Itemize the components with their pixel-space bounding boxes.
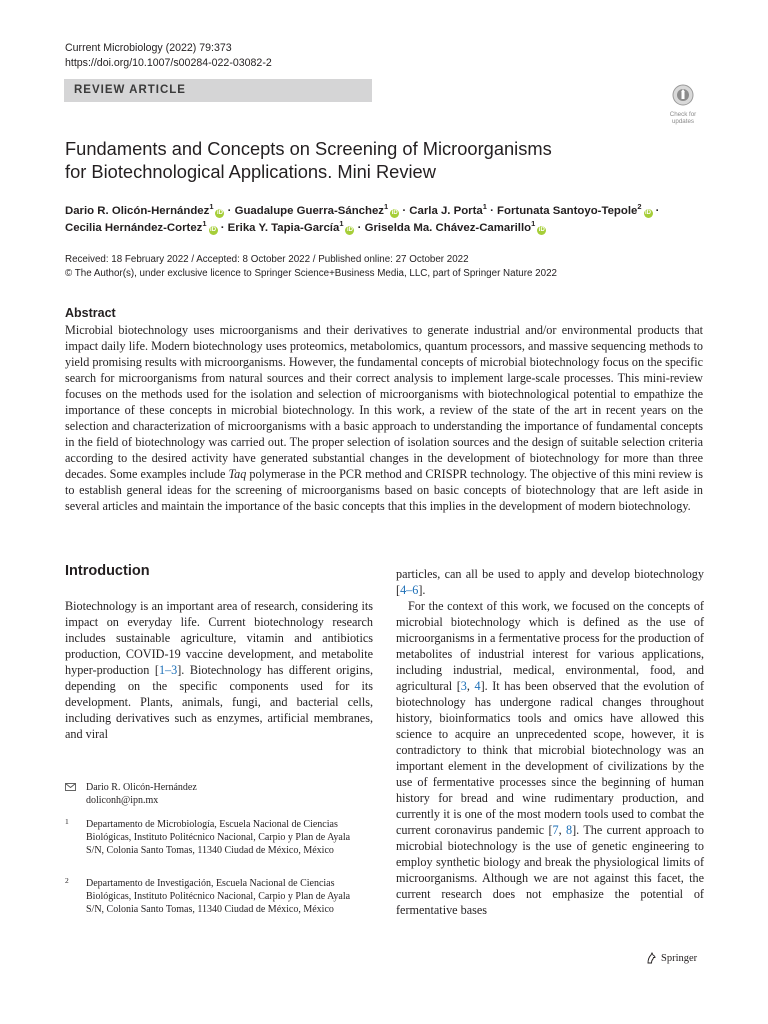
- affiliation-text: Departamento de Microbiología, Escuela Nacional de Ciencias Biológicas, Instituto Politécnico Nacional, Carpio y Plan de Ayala S/N, Colonia Santo Tomas, 11340 Ciudad de México, México: [86, 819, 351, 857]
- check-updates-line2: updates: [671, 117, 695, 125]
- citation-link[interactable]: 8: [566, 823, 573, 837]
- check-updates-icon: [672, 84, 694, 106]
- orcid-icon[interactable]: iD: [346, 227, 353, 233]
- affiliation-number: 1: [65, 817, 69, 826]
- correspondence-email[interactable]: doliconh@ipn.mx: [86, 795, 159, 806]
- publication-dates: [65, 253, 557, 281]
- affiliation: [65, 818, 365, 858]
- check-for-updates-button[interactable]: [662, 84, 704, 124]
- author[interactable]: Dario R. Olicón-Hernández$^1$iD: [65, 202, 223, 217]
- publisher-name: Springer: [661, 952, 698, 964]
- abstract-heading: Abstract: [65, 306, 116, 320]
- correspondence-name: Dario R. Olicón-Hernández: [86, 782, 197, 793]
- paragraph: For the context of this work, we focused on the concepts of microbial biotechnology which is defined as the use of microorganisms in a fermentative process for the production of metabolites of industrial interest for various applications, including industrial, medical, environmental, food, and agricultural [3, 4]. It has been observed that the evolution of biotechnology has undergone radical changes throughout history, bioinformatics tools and omics have allowed this science to acquire an unprecedented scope, however, it is contradictory to think that microbial biotechnology was an important element in the development of civilizations by the use of fermentative processes since the beginning of human history for bread and wine rudimentary production, and currently it is one of the most modern tools used to combat the current coronavirus pandemic [7, 8]. The current approach to microbial biotechnology is the use of genetic engineering to employ synthetic biology and break the physiological limits of microorganisms. Although we are not against this facet, the current research does not emphasize the potential of fermentative bases: [396, 599, 705, 917]
- title-line-1: Fundaments and Concepts on Screening of Microorganisms: [65, 138, 552, 159]
- journal-citation: Current Microbiology (2022) 79:373: [65, 42, 232, 54]
- article-type-banner: [64, 79, 372, 102]
- author[interactable]: Cecilia Hernández-Cortez$^1$iD: [65, 219, 217, 234]
- affiliation-text: Departamento de Investigación, Escuela Nacional de Ciencias Biológicas, Instituto Politécnico Nacional, Carpio y Plan de Ayala S/N, Colonia Santo Tomas, 11340 Ciudad de México, México: [86, 878, 351, 916]
- orcid-icon[interactable]: iD: [645, 210, 651, 216]
- affiliation: [65, 877, 365, 917]
- orcid-icon[interactable]: iD: [391, 210, 398, 216]
- affiliation-number: 2: [65, 876, 69, 885]
- publisher-footer: [645, 952, 697, 964]
- dates-line: Received: 18 February 2022 / Accepted: 8 October 2022 / Published online: 27 October 2022: [65, 254, 469, 265]
- citation-link[interactable]: 1–3: [158, 663, 178, 677]
- paragraph: particles, can all be used to apply and develop biotechnology [4–6].: [396, 567, 704, 597]
- intro-right-column: [396, 566, 704, 918]
- orcid-icon[interactable]: iD: [538, 227, 545, 233]
- intro-left-column: Biotechnology is an important area of research, considering its impact on everyday life. Current biotechnology research includes sustainable agriculture, vitamin and antibiotics production, COVID-19 vaccine development, and metabolite hyper-production [1–3]. Biotechnology has different origins, depending on the specific components used for its development. Plants, animals, fungi, and bacterial cells, including derivatives such as enzymes, artificial membranes, and viral: [65, 599, 373, 741]
- orcid-icon[interactable]: iD: [210, 227, 217, 233]
- copyright-line: © The Author(s), under exclusive licence to Springer Science+Business Media, LLC, part of Springer Nature 2022: [65, 268, 557, 279]
- citation-link[interactable]: 4–6: [400, 583, 419, 597]
- author[interactable]: Griselda Ma. Chávez-Camarillo$^1$iD: [364, 219, 545, 234]
- citation-link[interactable]: 3: [460, 679, 467, 693]
- citation-link[interactable]: 7: [552, 823, 559, 837]
- author[interactable]: Guadalupe Guerra-Sánchez$^1$iD: [234, 202, 398, 217]
- doi-link[interactable]: https://doi.org/10.1007/s00284-022-03082-2: [65, 57, 272, 69]
- envelope-icon: [65, 783, 76, 791]
- author-list: Dario R. Olicón-Hernández$^1$iD · Guadalupe Guerra-Sánchez$^1$iD · Carla J. Porta$^1$ · Fortunata Santoyo-Tepole$^2$iD · Cecilia Hernández-Cortez$^1$iD · Erika Y. Tapia-García$^1$iD · Griselda Ma. Chávez-Camarillo$^1$iD: [65, 202, 660, 234]
- article-title: [65, 137, 625, 183]
- author[interactable]: Fortunata Santoyo-Tepole$^2$iD: [497, 202, 651, 217]
- citation-link[interactable]: 4: [474, 679, 481, 693]
- orcid-icon[interactable]: iD: [216, 210, 223, 216]
- author[interactable]: Erika Y. Tapia-García$^1$iD: [227, 219, 353, 234]
- author[interactable]: Carla J. Porta$^1$: [409, 202, 487, 217]
- journal-meta: [65, 41, 272, 71]
- article-type-label: REVIEW ARTICLE: [74, 84, 186, 96]
- correspondence: [65, 781, 365, 807]
- abstract-body: Microbial biotechnology uses microorganisms and their derivatives to generate industrial and/or environmental products that impact daily life. Modern biotechnology uses proteomics, metabolomics, quantum processors, and massive sequencing methods to yield promising results with microorganisms. However, the fundamental concepts of microbial biotechnology focus on the specific search for microorganisms from natural sources and their correct analysis to implement large-scale processes. This mini-review focuses on the methods used for the isolation and selection of microorganisms with biotechnological potential to empathize the importance of these concepts in microbial biotechnology. In this work, a review of the state of the art in recent years on the selection and characterization of microorganisms with a basic approach to understanding the importance of fundamental concepts in the field of biotechnology was carried out. The proper selection of isolation sources and the design of suitable selection criteria according to the desired activity have generated substantial changes in the development of biotechnology for more than three decades. Some examples include Taq polymerase in the PCR method and CRISPR technology. The objective of this mini review is to establish general ideas for the screening of microorganisms based on basic concepts of biotechnology that are left aside in several articles and maintain the importance of the basic concepts that this implies in the development of modern biotechnology.: [65, 323, 703, 513]
- springer-horse-icon: [645, 952, 657, 964]
- title-line-2: for Biotechnological Applications. Mini Review: [65, 161, 436, 182]
- check-updates-line1: Check for: [669, 111, 697, 118]
- introduction-heading: Introduction: [65, 563, 150, 579]
